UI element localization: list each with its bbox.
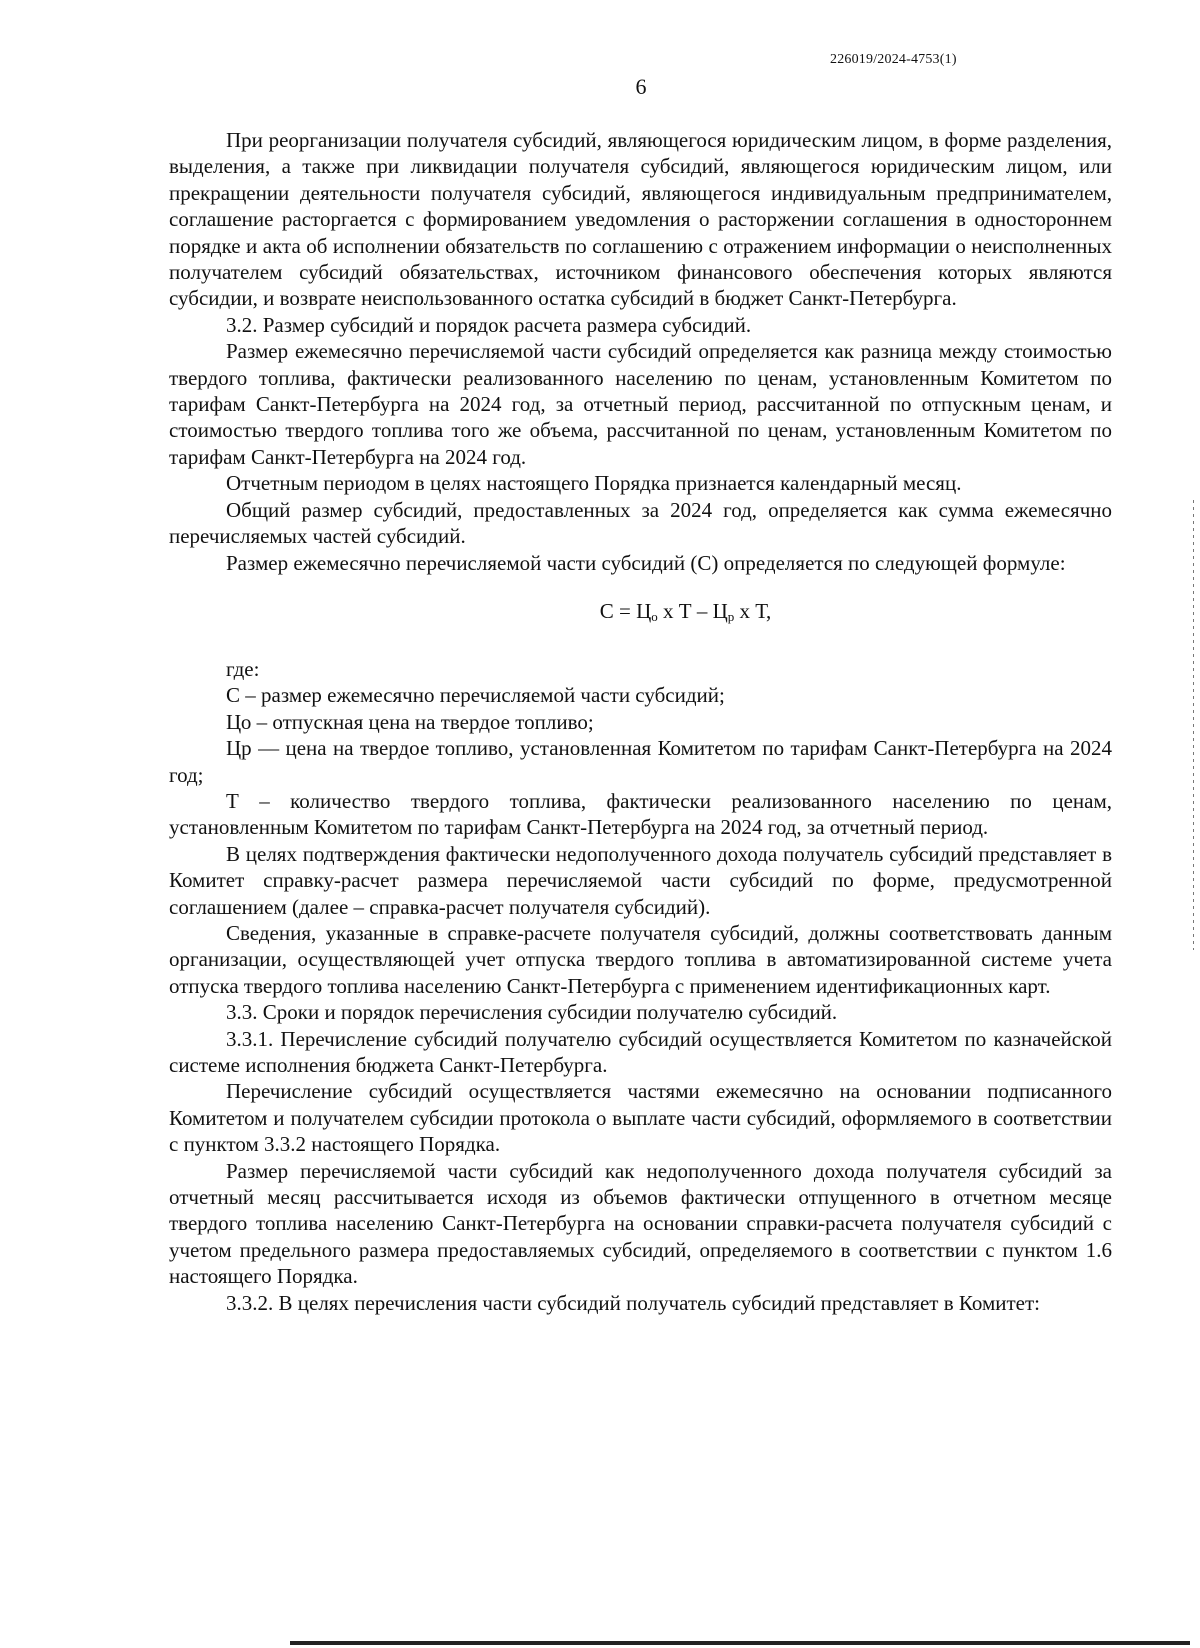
page-number: 6 (635, 74, 647, 99)
definition-c: С – размер ежемесячно перечисляемой части субсидий; (226, 683, 725, 708)
paragraph-formula-intro: Размер ежемесячно перечисляемой части субсидий (С) определяется по следующей формуле: (226, 550, 1066, 575)
paragraph-monthly-size: Размер ежемесячно перечисляемой части субсидий определяется как разница между стоимостью твердого топлива, фактически реализованного населению по ценам, установленным Комитетом по тарифам Санкт-Петербурга на 2024 год, за отчетный период, рассчитанной по отпускным ценам, и стоимостью твердого топлива того же объема, рассчитанной по ценам, установленным Комитетом по тарифам Санкт-Петербурга на 2024 год. (169, 339, 1112, 469)
section-heading-3-3: 3.3. Сроки и порядок перечисления субсидии получателю субсидий. (226, 1000, 838, 1025)
definition-cr: Цр — цена на твердое топливо, установленная Комитетом по тарифам Санкт-Петербурга на 2024 год; (169, 736, 1112, 787)
subsidy-formula: $С = Ц_о$ х Т – $Ц_р$ х Т, (599, 598, 772, 624)
paragraph-reporting-period: Отчетным периодом в целях настоящего Порядка признается календарный месяц. (226, 471, 962, 496)
paragraph-3-3-2: 3.3.2. В целях перечисления части субсидий получатель субсидий представляет в Комитет: (226, 1290, 1040, 1315)
paragraph-transfer-size: Размер перечисляемой части субсидий как недополученного дохода получателя субсидий за отчетный месяц рассчитывается исходя из объемов фактически отпущенного в отчетном месяце твердого топлива населению Санкт-Петербурга на основании справки-расчета получателя субсидий с учетом предельного размера предоставляемых субсидий, определяемого в соответствии с пунктом 1.6 настоящего Порядка. (169, 1158, 1112, 1289)
paragraph-transfer-parts: Перечисление субсидий осуществляется частями ежемесячно на основании подписанного Комитетом и получателем субсидии протокола о выплате части субсидий, оформляемого в соответствии с пунктом 3.3.2 настоящего Порядка. (169, 1079, 1112, 1157)
paragraph-reorganization: При реорганизации получателя субсидий, являющегося юридическим лицом, в форме разделения, выделения, а также при ликвидации получателя субсидий, являющегося юридическим лицом, или прекращении деятельности получателя субсидий, являющегося индивидуальным предпринимателем, соглашение расторгается с формированием уведомления о расторжении соглашения в одностороннем порядке и акта об исполнении обязательств по соглашению с отражением информации о неисполненных получателем субсидий обязательствах, источником финансового обеспечения которых являются субсидии, и возврате неиспользованного остатка субсидий в бюджет Санкт-Петербурга. (169, 128, 1112, 311)
scan-bottom-line (290, 1641, 1190, 1645)
definition-co: Цо – отпускная цена на твердое топливо; (226, 709, 594, 734)
paragraph-information: Сведения, указанные в справке-расчете получателя субсидий, должны соответствовать данным организации, осуществляющей учет отпуска твердого топлива в автоматизированной системе учета отпуска твердого топлива населению Санкт-Петербурга с применением идентификационных карт. (169, 920, 1112, 998)
paragraph-3-3-1: 3.3.1. Перечисление субсидий получателю субсидий осуществляется Комитетом по казначейской системе исполнения бюджета Санкт-Петербурга. (169, 1026, 1112, 1077)
document-number: 226019/2024-4753(1) (830, 52, 957, 67)
section-heading-3-2: 3.2. Размер субсидий и порядок расчета размера субсидий. (226, 312, 752, 337)
paragraph-where: где: (226, 656, 260, 681)
scan-edge-mark (1193, 500, 1194, 950)
paragraph-confirmation: В целях подтверждения фактически недополученного дохода получатель субсидий представляет в Комитет справку-расчет размера перечисляемой части субсидий по форме, предусмотренной соглашением (далее – справка-расчет получателя субсидий). (169, 841, 1112, 919)
document-body (169, 127, 1112, 1316)
paragraph-total-size: Общий размер субсидий, предоставленных за 2024 год, определяется как сумма ежемесячно перечисляемых частей субсидий. (169, 497, 1112, 549)
definition-t: Т – количество твердого топлива, фактически реализованного населению по ценам, установленным Комитетом по тарифам Санкт-Петербурга на 2024 год, за отчетный период. (169, 788, 1112, 840)
